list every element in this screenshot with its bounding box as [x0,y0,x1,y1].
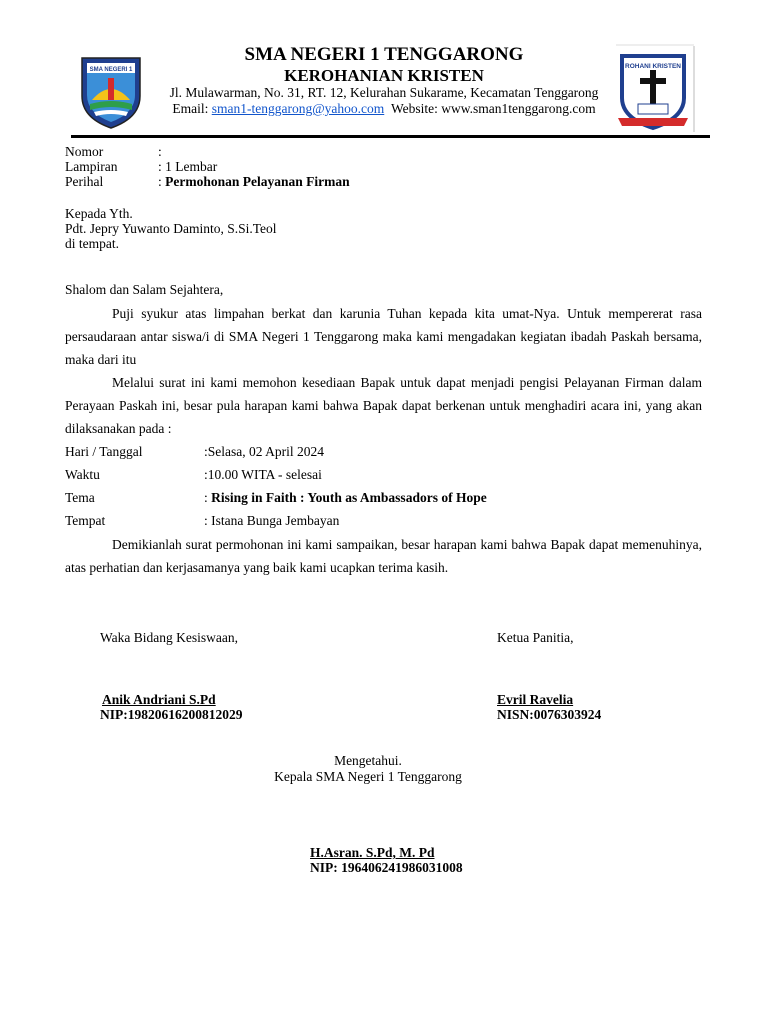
right-signer-title: Ketua Panitia, [497,630,574,645]
logo-lettering: SMA NEGERI 1 [89,67,133,73]
paragraph-3 [65,533,702,579]
right-signer-id: NISN:0076303924 [497,707,602,722]
perihal-colon: : [158,174,162,189]
principal-id: NIP: 196406241986031008 [310,860,463,875]
header-divider [71,135,710,138]
email-label: Email: [172,101,209,116]
recipient-name: Pdt. Jepry Yuwanto Daminto, S.Si.Teol [65,221,277,236]
left-signer-id: NIP:19820616200812029 [100,707,243,722]
org-name: KEROHANIAN KRISTEN [284,66,484,85]
detail-label-time: Waktu [65,467,100,482]
logo-lettering: ROHANI KRISTEN [625,63,681,70]
contact-line [140,101,628,117]
detail-value-place [204,513,339,529]
left-signer-name: Anik Andriani S.Pd [102,692,216,707]
principal-name: H.Asran. S.Pd, M. Pd [310,845,435,860]
perihal-value: Permohonan Pelayanan Firman [165,174,350,189]
paragraph-1-text: Puji syukur atas limpahan berkat dan karunia Tuhan kepada kita umat-Nya. Untuk mempererat rasa persaudaraan antar siswa/i di SMA Negeri 1 Tenggarong maka kami mengadakan kegiatan ibadah Paskah bersama, maka dari itu [65,306,702,367]
paragraph-1 [65,302,702,371]
salutation: Shalom dan Salam Sejahtera, [65,282,224,297]
recipient-greeting: Kepada Yth. [65,206,133,221]
school-address: Jl. Mulawarman, No. 31, RT. 12, Kelurahan Sukarame, Kecamatan Tenggarong [169,85,599,100]
detail-value: 10.00 WITA - selesai [207,467,322,482]
detail-label-place: Tempat [65,513,106,528]
detail-value-date [204,444,324,460]
detail-label-date: Hari / Tanggal [65,444,143,459]
detail-value: Selasa, 02 April 2024 [207,444,325,459]
detail-colon: : [204,490,212,505]
paragraph-2-text: Melalui surat ini kami memohon kesediaan Bapak untuk dapat menjadi pengisi Pelayanan Firman dalam Perayaan Paskah ini, besar pula harapan kami bahwa Bapak dapat berkenan untuk menghadiri acara ini, yang akan dilaksanakan pada : [65,375,702,436]
acknowledged-label: Mengetahui. [334,753,402,768]
lampiran-value: : 1 Lembar [158,159,218,174]
school-name: SMA NEGERI 1 TENGGARONG [244,44,524,65]
email-link[interactable]: sman1-tenggarong@yahoo.com [211,101,385,116]
detail-value-theme [204,490,487,506]
detail-value: Istana Bunga Jembayan [211,513,340,528]
website-label: Website: [391,101,438,116]
left-signer-title: Waka Bidang Kesiswaan, [100,630,238,645]
detail-value: Rising in Faith : Youth as Ambassadors of Hope [211,490,487,505]
perihal-label: Perihal [65,174,104,189]
detail-value-time [204,467,322,483]
paragraph-2 [65,371,702,440]
perihal-line [158,174,350,190]
principal-title: Kepala SMA Negeri 1 Tenggarong [274,769,462,784]
nomor-value: : [158,144,162,159]
lampiran-label: Lampiran [65,159,118,174]
nomor-label: Nomor [65,144,104,159]
recipient-place: di tempat. [65,236,119,251]
rohkris-logo-icon [616,44,696,132]
school-logo-icon [78,52,144,130]
detail-colon: : [204,444,208,459]
detail-colon: : [204,513,212,528]
detail-colon: : [204,467,208,482]
paragraph-3-text: Demikianlah surat permohonan ini kami sampaikan, besar harapan kami bahwa Bapak dapat memenuhinya, atas perhatian dan kerjasamanya yang baik kami ucapkan terima kasih. [65,537,702,575]
website-text: www.sman1tenggarong.com [441,101,596,116]
right-signer-name: Evril Ravelia [497,692,574,707]
detail-label-theme: Tema [65,490,95,505]
